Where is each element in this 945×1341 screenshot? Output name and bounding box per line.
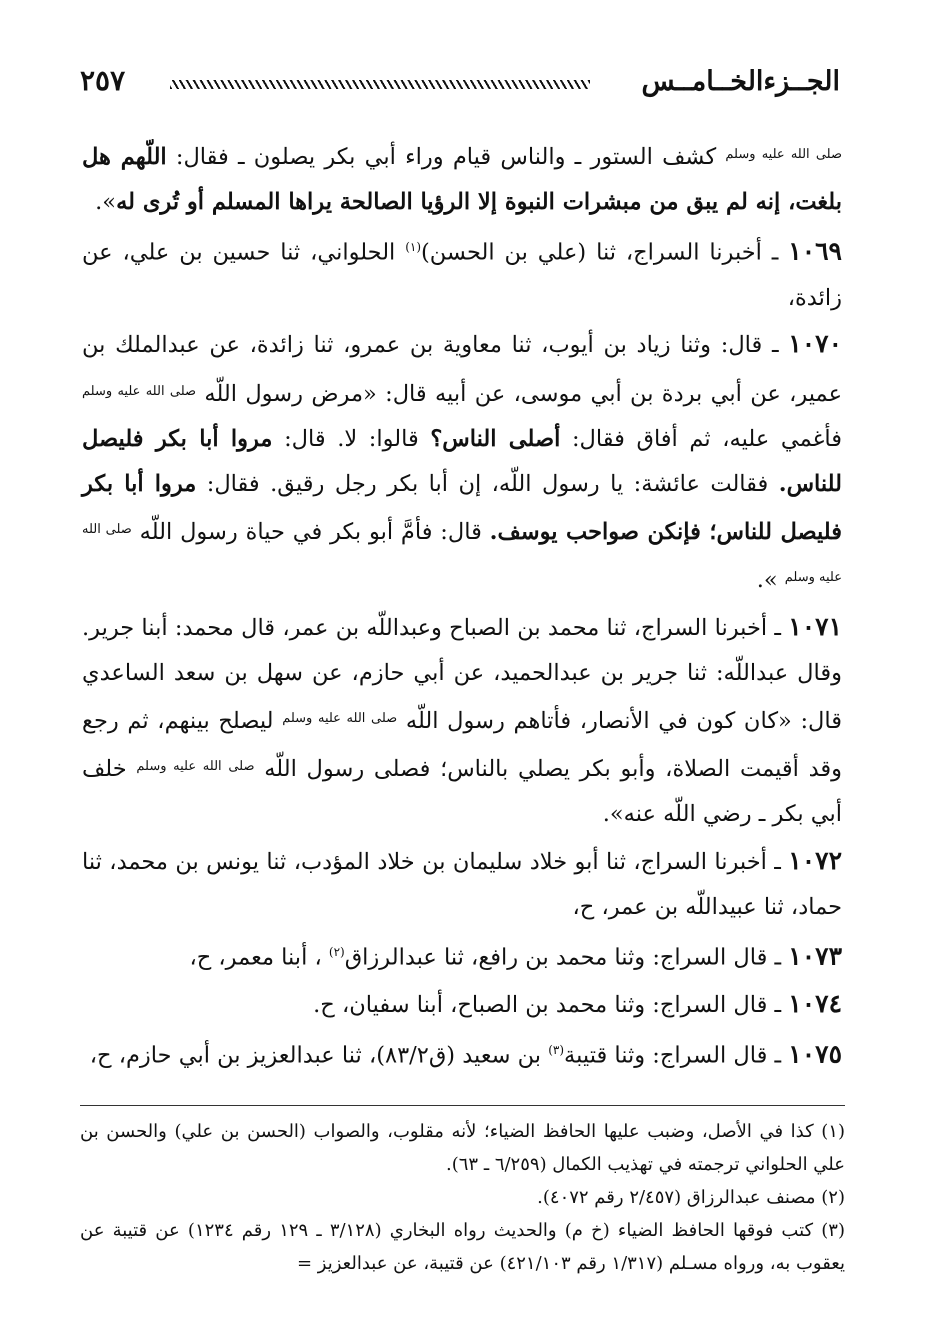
hadith-1069: ١٠٦٩ ـ أخبرنا السراج، ثنا (علي بن الحسن)$^{(١)}$ الحلواني، ثنا حسين بن علي، عن زائدة، — [82, 236, 842, 312]
hadith-1073: ١٠٧٣ ـ قال السراج: وثنا محمد بن رافع، ثنا عبدالرزاق$^{(٢)}$ ، أبنا معمر، ح، — [189, 941, 842, 971]
salawat-glyph: صلى الله عليه وسلم — [82, 383, 197, 399]
footnote-ref: (٣) — [548, 1042, 565, 1057]
footnote-ref: (١) — [405, 240, 422, 255]
footnote-ref: (٢) — [328, 944, 345, 959]
header-rule — [170, 80, 590, 89]
page-number: ٢٥٧ — [80, 64, 126, 97]
bold-hadith-text: مروا أبا بكر فليصل للناس. — [82, 425, 842, 497]
salawat-glyph: صلى الله عليه وسلم — [282, 710, 398, 726]
hadith-number: ١٠٧٠ — [788, 329, 842, 359]
hadith-1071: ١٠٧١ ـ أخبرنا السراج، ثنا محمد بن الصباح وعبداللّه بن عمر، قال محمد: أبنا جرير. وقال عبداللّه: ثنا جرير بن عبدالحميد، عن أبي حازم، عن سهل بن سعد الساعدي قال: «كان كون في الأنصار، فأتاهم رسول اللّه $^{صلى الله عليه وسلم}$ ليصلح بينهم، ثم رجع وقد أقيمت الصلاة، وأبو بكر يصلي بالناس؛ فصلى رسول اللّه $^{صلى الله عليه وسلم}$ خلف أبي بكر ـ رضي اللّه عنه». — [82, 611, 842, 828]
bold-hadith-text: أصلى الناس؟ — [430, 425, 561, 452]
footnote: (١) كذا في الأصل، وضبب عليها الحافظ الضياء؛ لأنه مقلوب، والصواب (الحسن بن علي) والحسن بن علي الحلواني ترجمته في تهذيب الكمال (٦/٢٥٩ ـ ٦٣). — [80, 1121, 845, 1175]
running-title: الجــزءالخــامــس — [641, 66, 840, 97]
hadith-number: ١٠٧٢ — [788, 845, 842, 875]
hadith-number: ١٠٧٥ — [788, 1039, 842, 1069]
footnote-divider — [80, 1105, 845, 1106]
main-text — [82, 132, 842, 1079]
footnote: (٣) كتب فوقها الحافظ الضياء (خ م) والحديث رواه البخاري (٣/١٢٨ ـ ١٢٩ رقم ١٢٣٤) عن قتيبة عن يعقوب به، ورواه مسـلم (١/٣١٧ رقم ٤٢١/١٠٣) عن قتيبة، عن عبدالعزيز = — [80, 1220, 845, 1274]
salawat-glyph: صلى الله عليه وسلم — [82, 522, 842, 586]
footnote: (٢) مصنف عبدالرزاق (٢/٤٥٧ رقم ٤٠٧٢). — [537, 1187, 845, 1208]
hadith-number: ١٠٧٣ — [788, 941, 842, 971]
hadith-1075: ١٠٧٥ ـ قال السراج: وثنا قتيبة$^{(٣)}$ بن سعيد (ق٨٣/٢)، ثنا عبدالعزيز بن أبي حازم، ح، — [89, 1039, 842, 1069]
paragraph: $^{صلى الله عليه وسلم}$ كشف الستور ـ والناس قيام وراء أبي بكر يصلون ـ فقال: اللّهم هل بلغت، إنه لم يبق من مبشرات النبوة إلا الرؤيا الصالحة يراها المسلم أو تُرى له». — [82, 144, 843, 216]
hadith-number: ١٠٧١ — [788, 611, 842, 641]
salawat-glyph: صلى الله عليه وسلم — [725, 147, 843, 162]
bold-hadith-text: مروا أبا بكر فليصل للناس؛ فإنكن صواحب يوسف. — [82, 470, 843, 546]
hadith-number: ١٠٧٤ — [788, 988, 842, 1018]
page-header — [80, 62, 840, 106]
footnotes — [80, 1115, 845, 1280]
hadith-1074: ١٠٧٤ ـ قال السراج: وثنا محمد بن الصباح، أبنا سفيان، ح. — [313, 988, 842, 1018]
bold-hadith-text: اللّهم هل بلغت، إنه لم يبق من مبشرات النبوة إلا الرؤيا الصالحة يراها المسلم أو تُرى له — [82, 144, 842, 216]
hadith-1070: ١٠٧٠ ـ قال: وثنا زياد بن أيوب، ثنا معاوية بن عمرو، ثنا زائدة، عن عبدالملك بن عمير، عن أبي بردة بن أبي موسى، عن أبيه قال: «مرض رسول اللّه $^{صلى الله عليه وسلم}$ فأغمي عليه، ثم أفاق فقال: أصلى الناس؟ قالوا: لا. قال: مروا أبا بكر فليصل للناس. فقالت عائشة: يا رسول اللّه، إن أبا بكر رجل رقيق. فقال: مروا أبا بكر فليصل للناس؛ فإنكن صواحب يوسف. قال: فأمَّ أبو بكر في حياة رسول اللّه $^{صلى الله عليه وسلم}$ ». — [82, 329, 843, 594]
salawat-glyph: صلى الله عليه وسلم — [136, 759, 255, 775]
hadith-1072: ١٠٧٢ ـ أخبرنا السراج، ثنا أبو خلاد سليمان بن خلاد المؤدب، ثنا يونس بن محمد، ثنا حماد، ثنا عبيداللّه بن عمر، ح، — [82, 845, 842, 920]
hadith-number: ١٠٦٩ — [788, 236, 842, 266]
